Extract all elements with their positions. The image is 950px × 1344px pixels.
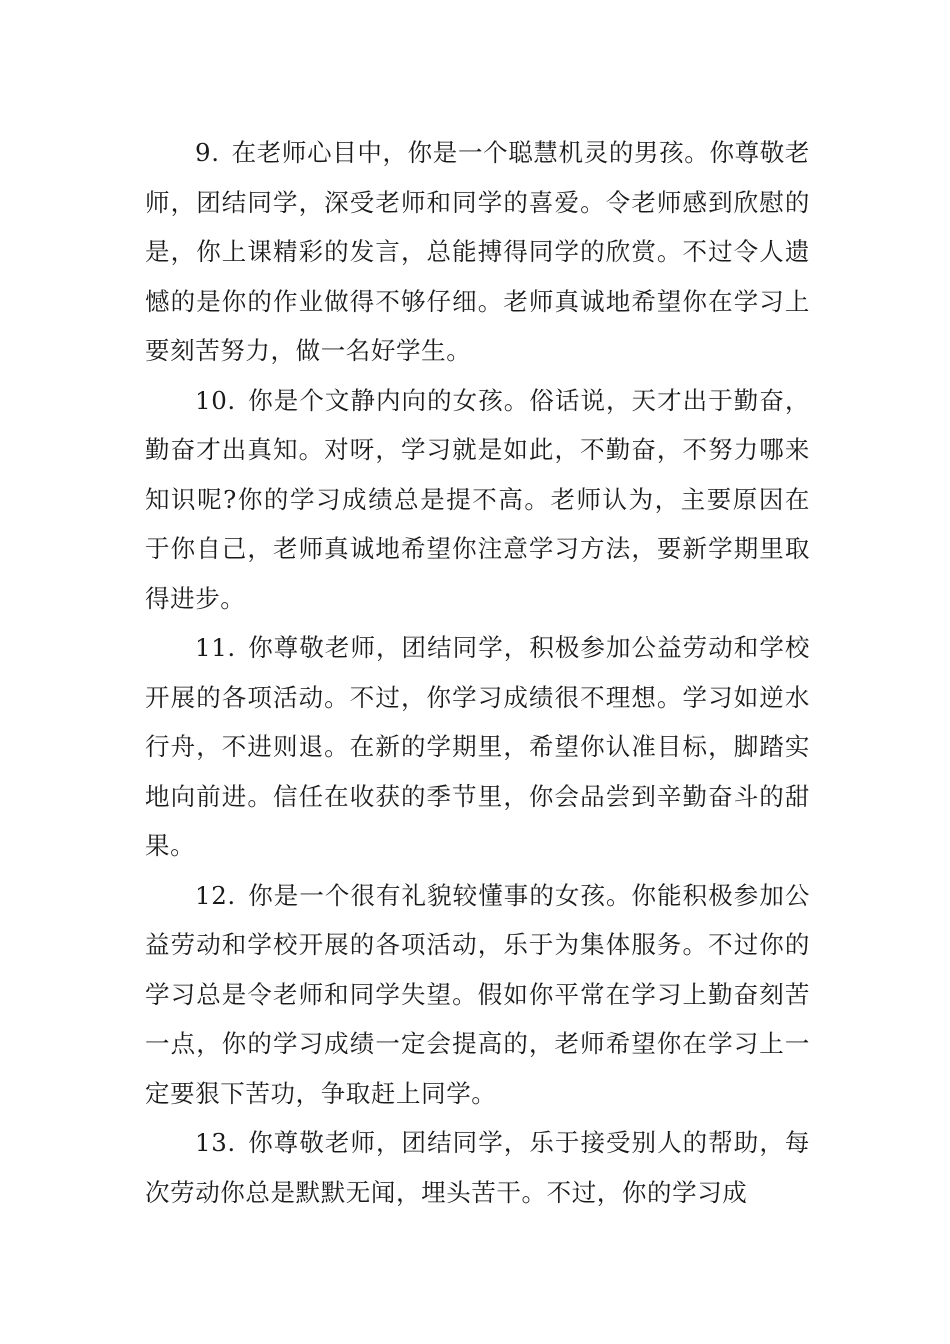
paragraph-text: 在老师心目中，你是一个聪慧机灵的男孩。你尊敬老师，团结同学，深受老师和同学的喜爱。令老师感到欣慰的是，你上课精彩的发言，总能搏得同学的欣赏。不过令人遗憾的是你的作业做得不够仔细。老师真诚地希望你在学习上要刻苦努力，做一名好学生。	[145, 138, 810, 365]
paragraph-number: 9.	[195, 138, 220, 167]
paragraph-text: 你是个文静内向的女孩。俗话说，天才出于勤奋，勤奋才出真知。对呀，学习就是如此，不勤奋，不努力哪来知识呢?你的学习成绩总是提不高。老师认为，主要原因在于你自己，老师真诚地希望你注意学习方法，要新学期里取得进步。	[145, 385, 810, 613]
paragraph-10	[145, 376, 810, 624]
paragraph-number: 13.	[195, 1128, 236, 1157]
paragraph-text: 你是一个很有礼貌较懂事的女孩。你能积极参加公益劳动和学校开展的各项活动，乐于为集体服务。不过你的学习总是令老师和同学失望。假如你平常在学习上勤奋刻苦一点，你的学习成绩一定会提高的，老师希望你在学习上一定要狠下苦功，争取赶上同学。	[145, 880, 810, 1108]
document-body	[145, 128, 810, 1217]
paragraph-number: 12.	[195, 880, 236, 910]
paragraph-12	[145, 871, 810, 1119]
paragraph-number: 11.	[195, 633, 236, 662]
paragraph-11	[145, 623, 810, 871]
paragraph-13	[145, 1118, 810, 1217]
paragraph-number: 10.	[195, 385, 236, 415]
paragraph-9	[145, 128, 810, 376]
paragraph-text: 你尊敬老师，团结同学，乐于接受别人的帮助，每次劳动你总是默默无闻，埋头苦干。不过，你的学习成	[145, 1128, 810, 1207]
paragraph-text: 你尊敬老师，团结同学，积极参加公益劳动和学校开展的各项活动。不过，你学习成绩很不理想。学习如逆水行舟，不进则退。在新的学期里，希望你认准目标，脚踏实地向前进。信任在收获的季节里，你会品尝到辛勤奋斗的甜果。	[145, 633, 810, 860]
